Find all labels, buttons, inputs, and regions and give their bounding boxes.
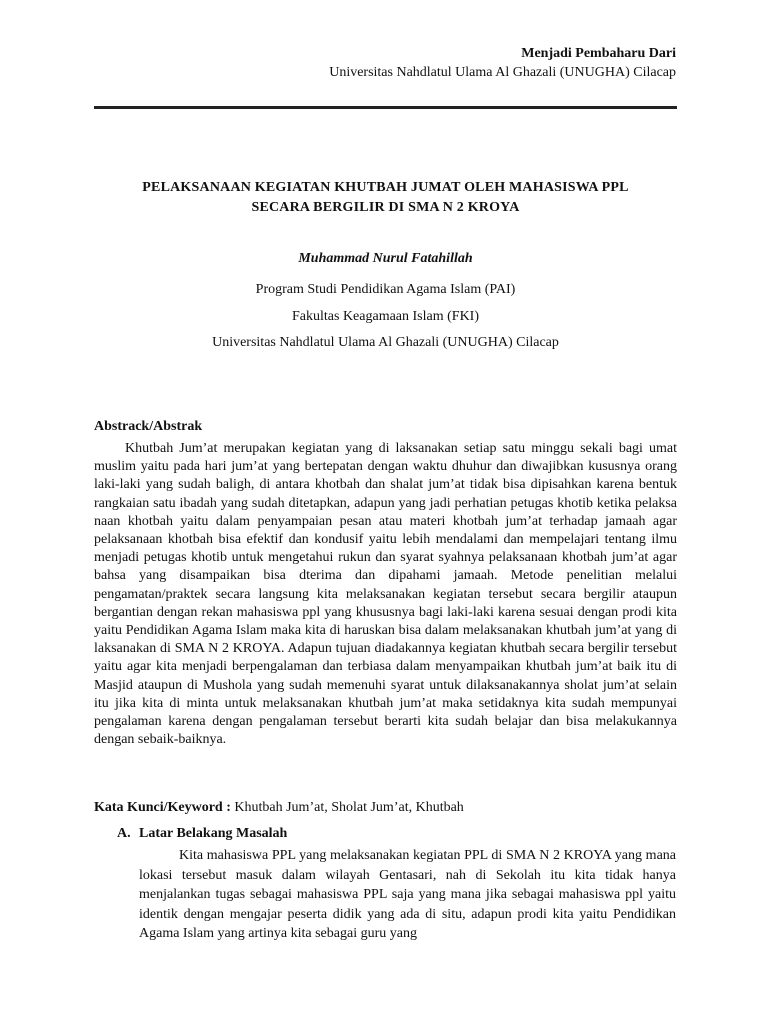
keywords-text: Khutbah Jum’at, Sholat Jum’at, Khutbah: [234, 800, 464, 815]
author-name: Muhammad Nurul Fatahillah: [298, 251, 473, 266]
paper-title-line-2: SECARA BERGILIR DI SMA N 2 KROYA: [251, 200, 520, 215]
section-a-paragraph: Kita mahasiswa PPL yang melaksanakan kegiatan PPL di SMA N 2 KROYA yang mana lokasi tersebut masuk dalam wilayah Gentasari, nah di Sekolah itu kita tidak hanya menjalankan tugas sebagai mahasiswa PPL saja yang mana jika sebagai mahasiswa ppl yaitu identik dengan mengajar peserta didik yang ada di situ, adapun prodi kita yaitu Pendidikan Agama Islam yang artinya kita sebagai guru yang: [139, 848, 676, 941]
header-subtitle: Universitas Nahdlatul Ulama Al Ghazali (UNUGHA) Cilacap: [329, 65, 676, 80]
keywords-line: [94, 800, 464, 816]
abstract-paragraph: Khutbah Jum’at merupakan kegiatan yang di laksanakan setiap satu minggu sekali bagi umat muslim yaitu pada hari jum’at yang bertepatan dengan waktu dhuhur dan diwajibkan kususnya orang laki-laki yang sudah baligh, di antara khotbah dan shalat jum’at tidak bisa dipisahkan karena bentuk rangkaian satu ibadah yang sudah ditetapkan, adapun yang jadi perhatian petugas khotib ketika pelaksa naan khotbah yaitu dalam penyampaian pesan atau materi khotbah jum’at terhadap jamaah agar pelaksanaan khotbah bisa efektif dan kondusif yaitu lebih mendalami dan mempelajari tentang ilmu menjadi petugas khotib untuk mengetahui rukun dan syarat syahnya pelaksanaan khotbah jum’at agar bahsa yang disampaikan bisa dterima dan dipahami jamaah. Metode penelitian melalui pengamatan/praktek secara langsung kita melaksanakan kegiatan tersebut secara bergilir ataupun bergantian dengan rekan mahasiswa ppl yang khususnya bagi laki-laki karena sesuai dengan prodi kita yaitu Pendidikan Agama Islam maka kita di haruskan bisa dalam melaksanakan khutbah jum’at yang di laksanakan di SMA N 2 KROYA. Adapun tujuan diadakannya kegiatan khutbah secara bergilir tersebut yaitu agar kita menjadi berpengalaman dan terbiasa dalam menyampaikan khutbah jum’at baik itu di Masjid ataupun di Mushola yang sudah memenuhi syarat untuk dilaksanakannya sholat jum’at selain itu jika kita di minta untuk melaksanakan khutbah jum’at maka setidaknya kita sudah mempunyai pengalaman karena dengan pengalaman tersebut berarti kita sudah belajar dan bisa melakukannya dengan sebaik-baiknya.: [94, 441, 677, 748]
running-header: [329, 44, 676, 82]
keywords-label: Kata Kunci/Keyword :: [94, 800, 231, 815]
affiliation-university: Universitas Nahdlatul Ulama Al Ghazali (UNUGHA) Cilacap: [212, 335, 559, 350]
header-divider: [94, 106, 677, 109]
affiliation-program: Program Studi Pendidikan Agama Islam (PAI): [255, 282, 516, 297]
abstract-heading: Abstrack/Abstrak: [94, 419, 203, 434]
section-a-heading: [117, 826, 287, 842]
paper-title-line-1: PELAKSANAAN KEGIATAN KHUTBAH JUMAT OLEH MAHASISWA PPL: [142, 180, 629, 195]
header-title: Menjadi Pembaharu Dari: [521, 46, 676, 61]
section-a-letter: A.: [117, 826, 131, 841]
paper-title: [94, 178, 677, 218]
affiliation-faculty: Fakultas Keagamaan Islam (FKI): [292, 309, 479, 324]
section-a-title: Latar Belakang Masalah: [139, 826, 288, 841]
